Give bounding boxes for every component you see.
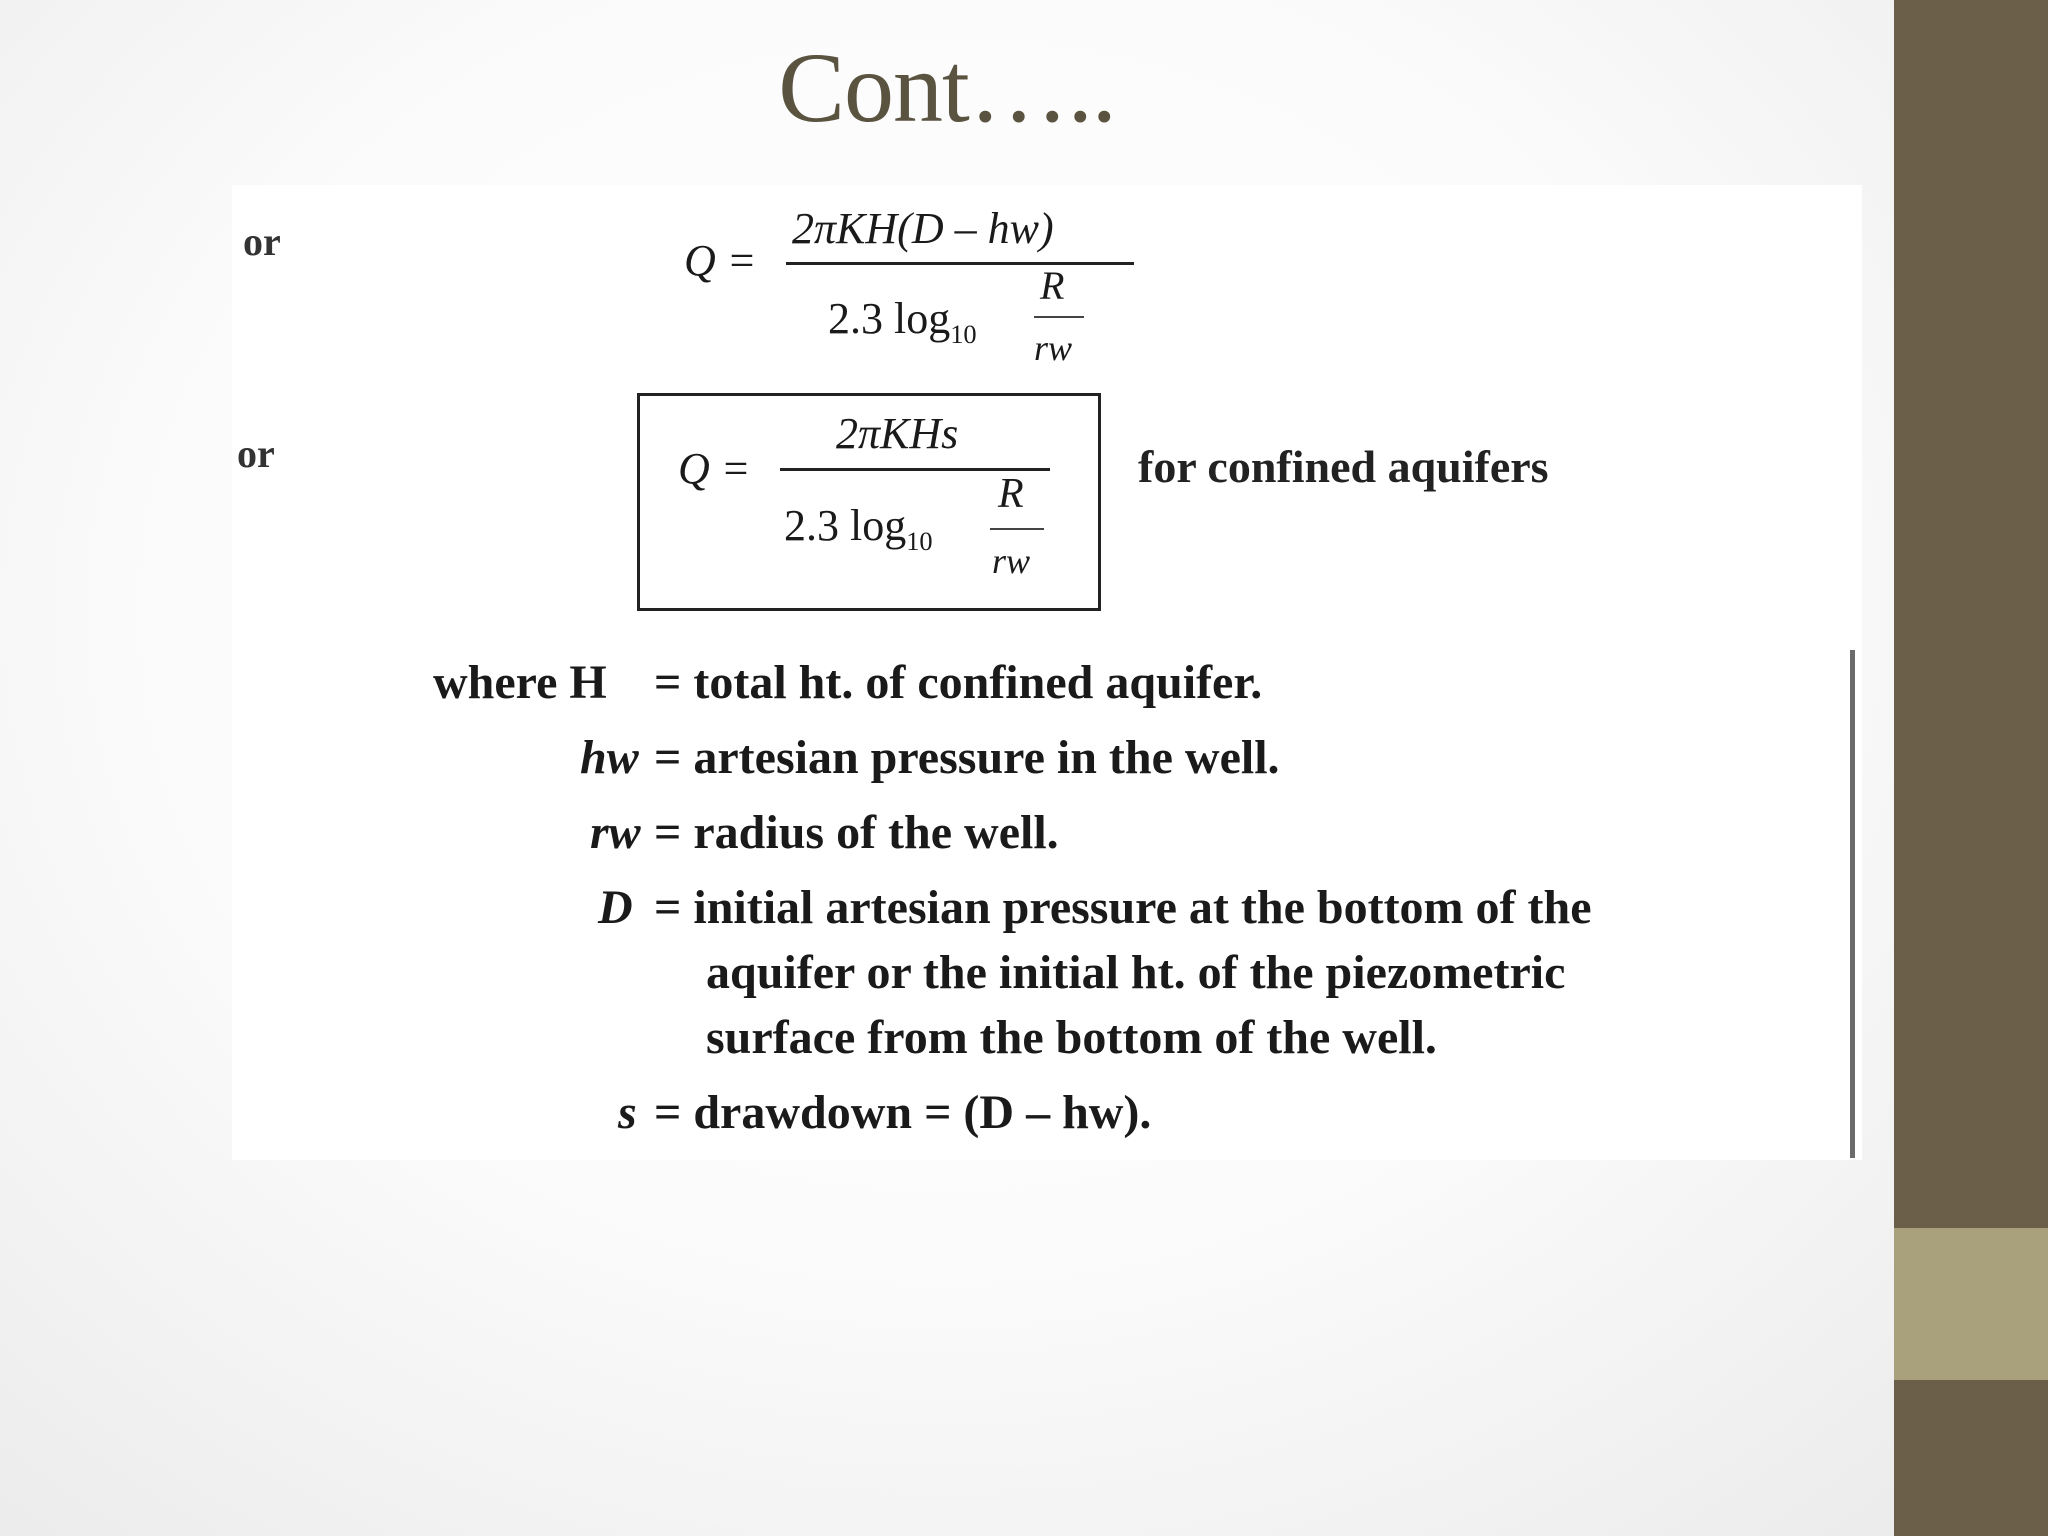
sidebar-accent-band bbox=[1894, 1228, 2048, 1380]
eq1-fraction-bar bbox=[786, 262, 1134, 265]
def-hw-text: = artesian pressure in the well. bbox=[654, 731, 1280, 784]
eq1-ratio-top: R bbox=[1040, 263, 1065, 308]
def-s-symbol: s bbox=[618, 1086, 637, 1139]
def-h-symbol: where H bbox=[433, 656, 607, 709]
eq1-or-label: or bbox=[243, 219, 281, 264]
eq2-note: for confined aquifers bbox=[1138, 441, 1549, 492]
slide-title: Cont….. bbox=[778, 32, 1116, 143]
eq1-ratio-bar bbox=[1034, 316, 1084, 318]
eq2-denominator: 2.3 $\log_{10}$ bbox=[784, 501, 933, 556]
def-d-text-line2: aquifer or the initial ht. of the piezometric bbox=[706, 946, 1566, 999]
image-right-border bbox=[1850, 650, 1855, 1158]
def-d-text-line3: surface from the bottom of the well. bbox=[706, 1011, 1437, 1064]
def-hw-symbol: hw bbox=[580, 731, 639, 784]
def-d-symbol: D bbox=[598, 881, 633, 934]
eq1-numerator: 2πKH(D – hw) bbox=[792, 204, 1054, 253]
def-s-text: = drawdown = (D – hw). bbox=[654, 1086, 1152, 1139]
eq2-or-label: or bbox=[237, 431, 275, 476]
eq2-lhs: Q = bbox=[678, 444, 751, 493]
eq2-numerator: 2πKHs bbox=[836, 409, 959, 458]
eq1-lhs: Q = bbox=[684, 236, 757, 285]
eq2-ratio-bar bbox=[990, 528, 1044, 530]
eq1-denominator: 2.3 $\log_{10}$ bbox=[828, 294, 977, 349]
eq1-ratio-bottom: rw bbox=[1034, 328, 1073, 368]
def-rw-symbol: rw bbox=[590, 806, 641, 859]
def-d-text-line1: = initial artesian pressure at the bottom of the bbox=[654, 881, 1592, 934]
eq2-ratio-bottom: rw bbox=[992, 541, 1031, 581]
def-rw-text: = radius of the well. bbox=[654, 806, 1059, 859]
eq2-ratio-top: R bbox=[998, 471, 1024, 517]
def-h-text: = total ht. of confined aquifer. bbox=[654, 656, 1263, 709]
